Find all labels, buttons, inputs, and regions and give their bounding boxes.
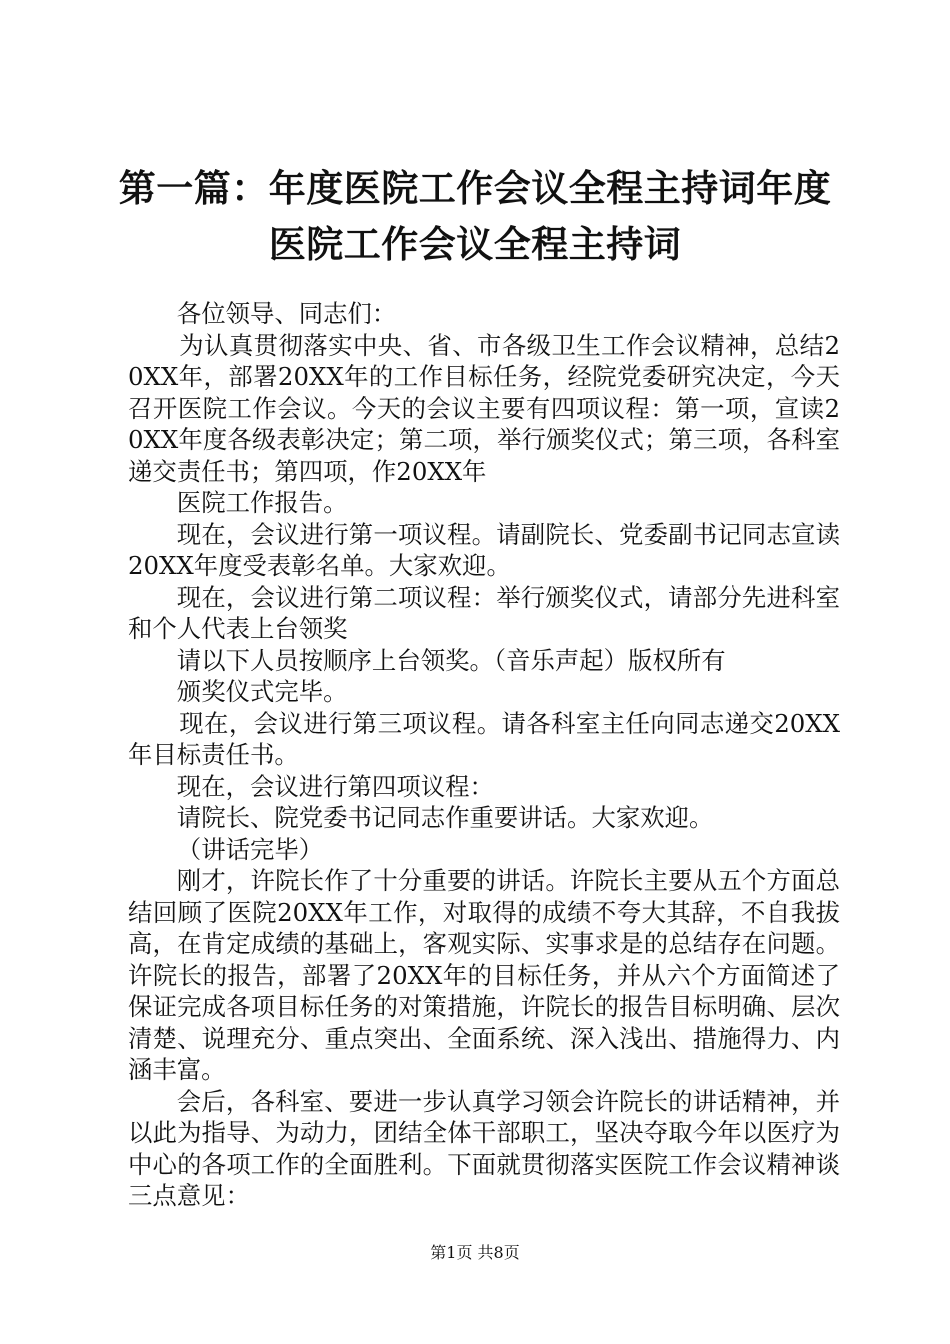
paragraph-report-continued: 医院工作报告。 [176,488,348,517]
paragraph-agenda-one: 现在，会议进行第一项议程。请副院长、党委副书记同志宣读20XX年度受表彰名单。大家欢迎。 [128,519,840,580]
paragraph-speech-summary: 刚才，许院长作了十分重要的讲话。许院长主要从五个方面总结回顾了医院20XX年工作，对取得的成绩不夸大其辞，不自我拔高，在肯定成绩的基础上，客观实际、实事求是的总结存在问题。许院长的报告，部署了20XX年的目标任务，并从六个方面简述了保证完成各项目标任务的对策措施，许院长的报告目标明确、层次清楚、说理充分、重点突出、全面系统、深入浅出、措施得力、内涵丰富。 [128,866,840,1084]
paragraph-award-finished: 颁奖仪式完毕。 [176,677,348,706]
paragraph-after-meeting: 会后，各科室、要进一步认真学习领会许院长的讲话精神，并以此为指导、为动力，团结全体干部职工，坚决夺取今年以医疗为中心的各项工作的全面胜利。下面就贯彻落实医院工作会议精神谈三点意见： [128,1086,840,1210]
paragraph-agenda-two: 现在，会议进行第二项议程：举行颁奖仪式，请部分先进科室和个人代表上台领奖 [128,582,840,643]
paragraph-salutation: 各位领导、同志们： [176,299,397,328]
document-title: 第一篇：年度医院工作会议全程主持词年度医院工作会议全程主持词 [118,166,832,266]
paragraph-opening: 为认真贯彻落实中央、省、市各级卫生工作会议精神，总结20XX年，部署20XX年的工作目标任务，经院党委研究决定，今天召开医院工作会议。今天的会议主要有四项议程：第一项，宣读20XX年度各级表彰决定；第二项，举行颁奖仪式；第三项，各科室递交责任书；第四项，作20XX年 [128,330,840,486]
paragraph-award-order: 请以下人员按顺序上台领奖。（音乐声起）版权所有 [176,645,726,675]
paragraph-agenda-four: 现在，会议进行第四项议程： [176,771,494,801]
paragraph-speech-invite: 请院长、院党委书记同志作重要讲话。大家欢迎。 [176,803,714,832]
page-number-footer: 第1页 共8页 [430,1243,520,1262]
paragraph-speech-finished: （讲话完毕） [176,834,324,864]
paragraph-agenda-three: 现在，会议进行第三项议程。请各科室主任向同志递交20XX年目标责任书。 [128,708,840,769]
document-body [128,298,840,1212]
